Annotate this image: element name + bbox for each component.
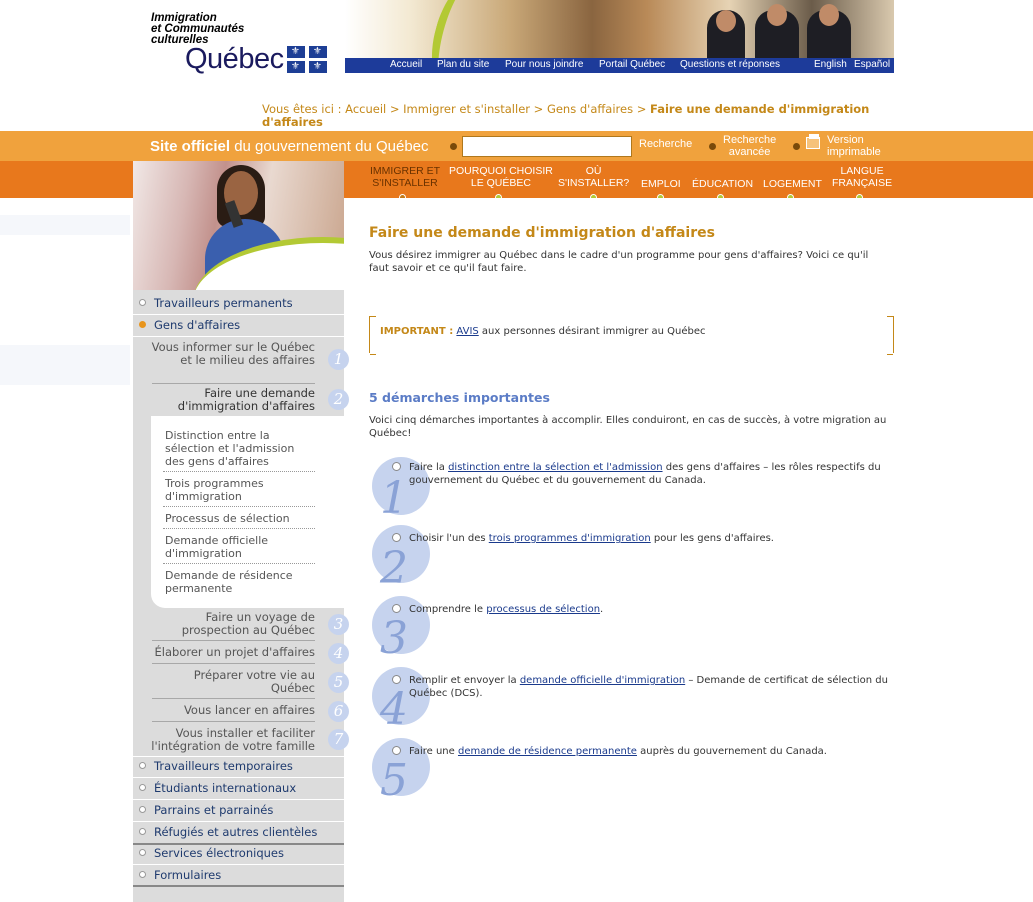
sidebar-step-7[interactable]: Vous installer et faciliter l'intégration de votre famille bbox=[151, 726, 315, 753]
sidebar-subitem-residence[interactable]: Demande de résidence permanente bbox=[165, 569, 293, 595]
divider bbox=[152, 663, 315, 664]
step-5-text: Faire une demande de résidence permanente auprès du gouvernement du Canada. bbox=[409, 746, 827, 757]
step-4-text: Remplir et envoyer la demande officielle d'immigration – Demande de certificat de sélection du Québec (DCS). bbox=[409, 675, 888, 699]
background-ghost bbox=[0, 215, 130, 235]
topnav-plan-du-site[interactable]: Plan du site bbox=[437, 59, 490, 70]
step-1-link[interactable]: distinction entre la sélection et l'admission bbox=[448, 462, 663, 473]
step-number-icon: 3 bbox=[328, 614, 349, 635]
step-number: 1 bbox=[380, 473, 408, 524]
nav-logement[interactable]: LOGEMENT bbox=[763, 178, 822, 190]
nav-pourquoi-choisir[interactable]: POURQUOI CHOISIR LE QUÉBEC bbox=[449, 165, 553, 189]
bullet-icon bbox=[793, 143, 800, 150]
sidebar-step-6[interactable]: Vous lancer en affaires bbox=[183, 703, 315, 717]
divider bbox=[133, 843, 344, 845]
step-number-icon: 1 bbox=[328, 349, 349, 370]
printer-icon[interactable] bbox=[806, 137, 820, 149]
page-title: Faire une demande d'immigration d'affaires bbox=[369, 225, 715, 241]
bullet-icon bbox=[139, 299, 146, 306]
step-number-icon: 2 bbox=[328, 389, 349, 410]
bullet-icon bbox=[139, 828, 146, 835]
topnav-portail-quebec[interactable]: Portail Québec bbox=[599, 59, 666, 70]
step-number-icon: 5 bbox=[328, 672, 349, 693]
step-2-link[interactable]: trois programmes d'immigration bbox=[488, 533, 651, 544]
divider bbox=[163, 528, 315, 529]
step-number: 4 bbox=[380, 684, 408, 735]
banner-photo bbox=[345, 0, 894, 58]
sidebar-step-2[interactable]: Faire une demande d'immigration d'affaires bbox=[177, 386, 315, 413]
step-number: 2 bbox=[380, 543, 408, 594]
divider bbox=[133, 777, 344, 778]
sidebar-subitem-trois-programmes[interactable]: Trois programmes d'immigration bbox=[165, 477, 264, 503]
divider bbox=[133, 821, 344, 822]
nav-langue-francaise[interactable]: LANGUE FRANÇAISE bbox=[832, 165, 893, 189]
step-number-icon: 4 bbox=[328, 643, 349, 664]
sidebar-subitem-processus[interactable]: Processus de sélection bbox=[165, 512, 290, 525]
nav-emploi[interactable]: EMPLOI bbox=[641, 178, 681, 190]
divider bbox=[133, 864, 344, 865]
divider bbox=[133, 336, 344, 337]
divider bbox=[163, 471, 315, 472]
sidebar-item-gens-daffaires[interactable]: Gens d'affaires bbox=[154, 318, 241, 332]
sidebar-step-4[interactable]: Élaborer un projet d'affaires bbox=[154, 645, 315, 659]
nav-immigrer[interactable]: IMMIGRER ET S'INSTALLER bbox=[370, 165, 440, 189]
step-2-text: Choisir l'un des trois programmes d'immigration pour les gens d'affaires. bbox=[409, 533, 774, 544]
quebec-logo-text: Québec bbox=[185, 43, 284, 75]
bullet-icon bbox=[139, 871, 146, 878]
bullet-icon bbox=[139, 849, 146, 856]
breadcrumb bbox=[262, 103, 882, 129]
bullet-icon bbox=[392, 604, 401, 613]
step-number-icon: 7 bbox=[328, 729, 349, 750]
sidebar-item-formulaires[interactable]: Formulaires bbox=[154, 868, 222, 882]
official-site-label: Site officiel du gouvernement du Québec bbox=[150, 138, 429, 155]
topnav-accueil[interactable]: Accueil bbox=[390, 59, 423, 70]
bullet-icon bbox=[392, 675, 401, 684]
steps-heading: 5 démarches importantes bbox=[369, 390, 550, 405]
sidebar-step-5[interactable]: Préparer votre vie au Québec bbox=[193, 668, 315, 695]
woman-on-phone-photo bbox=[133, 161, 344, 290]
divider bbox=[152, 383, 315, 384]
divider bbox=[133, 756, 344, 757]
step-number-icon: 6 bbox=[328, 701, 349, 722]
step-1-text: Faire la distinction entre la sélection et l'admission des gens d'affaires – les rôles respectifs du gouvernement du Québec et du gouvernement du Canada. bbox=[409, 462, 881, 486]
printable-version-link[interactable]: Version imprimable bbox=[827, 134, 881, 158]
bullet-icon bbox=[139, 806, 146, 813]
bullet-icon bbox=[709, 143, 716, 150]
search-input[interactable] bbox=[462, 136, 632, 157]
avis-link[interactable]: AVIS bbox=[456, 326, 479, 337]
divider bbox=[152, 698, 315, 699]
sidebar-step-3[interactable]: Faire un voyage de prospection au Québec bbox=[181, 610, 315, 637]
divider bbox=[133, 314, 344, 315]
sidebar-item-etudiants[interactable]: Étudiants internationaux bbox=[154, 781, 297, 795]
sidebar-item-travailleurs-temporaires[interactable]: Travailleurs temporaires bbox=[154, 759, 293, 773]
step-3-link[interactable]: processus de sélection bbox=[486, 604, 601, 615]
main-content-area bbox=[344, 198, 1033, 902]
sidebar-subitem-distinction[interactable]: Distinction entre la sélection et l'admission des gens d'affaires bbox=[165, 429, 295, 468]
sidebar-item-refugies[interactable]: Réfugiés et autres clientèles bbox=[154, 825, 318, 839]
sidebar-step-1[interactable]: Vous informer sur le Québec et le milieu des affaires bbox=[151, 340, 315, 367]
background-ghost bbox=[0, 345, 130, 385]
step-4-link[interactable]: demande officielle d'immigration bbox=[519, 675, 686, 686]
search-button[interactable]: Recherche bbox=[639, 138, 693, 150]
bullet-icon bbox=[450, 143, 457, 150]
bullet-icon bbox=[392, 746, 401, 755]
ministry-name: Immigration et Communautés culturelles bbox=[151, 12, 245, 46]
divider bbox=[133, 799, 344, 800]
sidebar-item-travailleurs-permanents[interactable]: Travailleurs permanents bbox=[154, 296, 293, 310]
divider bbox=[152, 640, 315, 641]
divider bbox=[163, 506, 315, 507]
divider bbox=[152, 721, 315, 722]
topnav-english[interactable]: English bbox=[814, 59, 847, 70]
breadcrumb-path[interactable]: Vous êtes ici : Accueil > Immigrer et s'installer > Gens d'affaires > bbox=[262, 102, 651, 116]
bullet-icon bbox=[392, 533, 401, 542]
topnav-pour-nous-joindre[interactable]: Pour nous joindre bbox=[505, 59, 584, 70]
sidebar-item-services-electroniques[interactable]: Services électroniques bbox=[154, 846, 284, 860]
step-3-text: Comprendre le processus de sélection. bbox=[409, 604, 604, 615]
nav-ou-sinstaller[interactable]: OÙ S'INSTALLER? bbox=[558, 165, 630, 189]
bullet-icon bbox=[392, 462, 401, 471]
top-nav bbox=[345, 58, 894, 73]
topnav-questions-reponses[interactable]: Questions et réponses bbox=[680, 59, 781, 70]
step-number: 3 bbox=[380, 613, 408, 664]
topnav-espanol[interactable]: Español bbox=[854, 59, 891, 70]
divider bbox=[133, 885, 344, 887]
bullet-icon bbox=[139, 784, 146, 791]
important-notice: IMPORTANT : AVIS aux personnes désirant immigrer au Québec bbox=[380, 326, 706, 337]
step-number: 5 bbox=[380, 755, 408, 806]
intro-text: Vous désirez immigrer au Québec dans le cadre d'un programme pour gens d'affaires? Voici ce qu'il faut savoir et ce qu'il faut faire. bbox=[369, 250, 869, 274]
steps-intro: Voici cinq démarches importantes à accomplir. Elles conduiront, en cas de succès, à votre migration au Québec! bbox=[369, 415, 887, 439]
sidebar-subitem-demande-officielle[interactable]: Demande officielle d'immigration bbox=[165, 534, 269, 560]
advanced-search-link[interactable]: Recherche avancée bbox=[723, 134, 777, 158]
bullet-icon bbox=[139, 762, 146, 769]
sidebar-item-parrains[interactable]: Parrains et parrainés bbox=[154, 803, 274, 817]
step-5-link[interactable]: demande de résidence permanente bbox=[457, 746, 637, 757]
breadcrumb-current: Faire une demande d'immigration d'affaires bbox=[262, 102, 870, 129]
bullet-icon bbox=[139, 321, 146, 328]
quebec-flag-icon: ⚜ ⚜ ⚜ ⚜ bbox=[287, 46, 327, 73]
nav-education[interactable]: ÉDUCATION bbox=[692, 178, 754, 190]
divider bbox=[163, 563, 315, 564]
